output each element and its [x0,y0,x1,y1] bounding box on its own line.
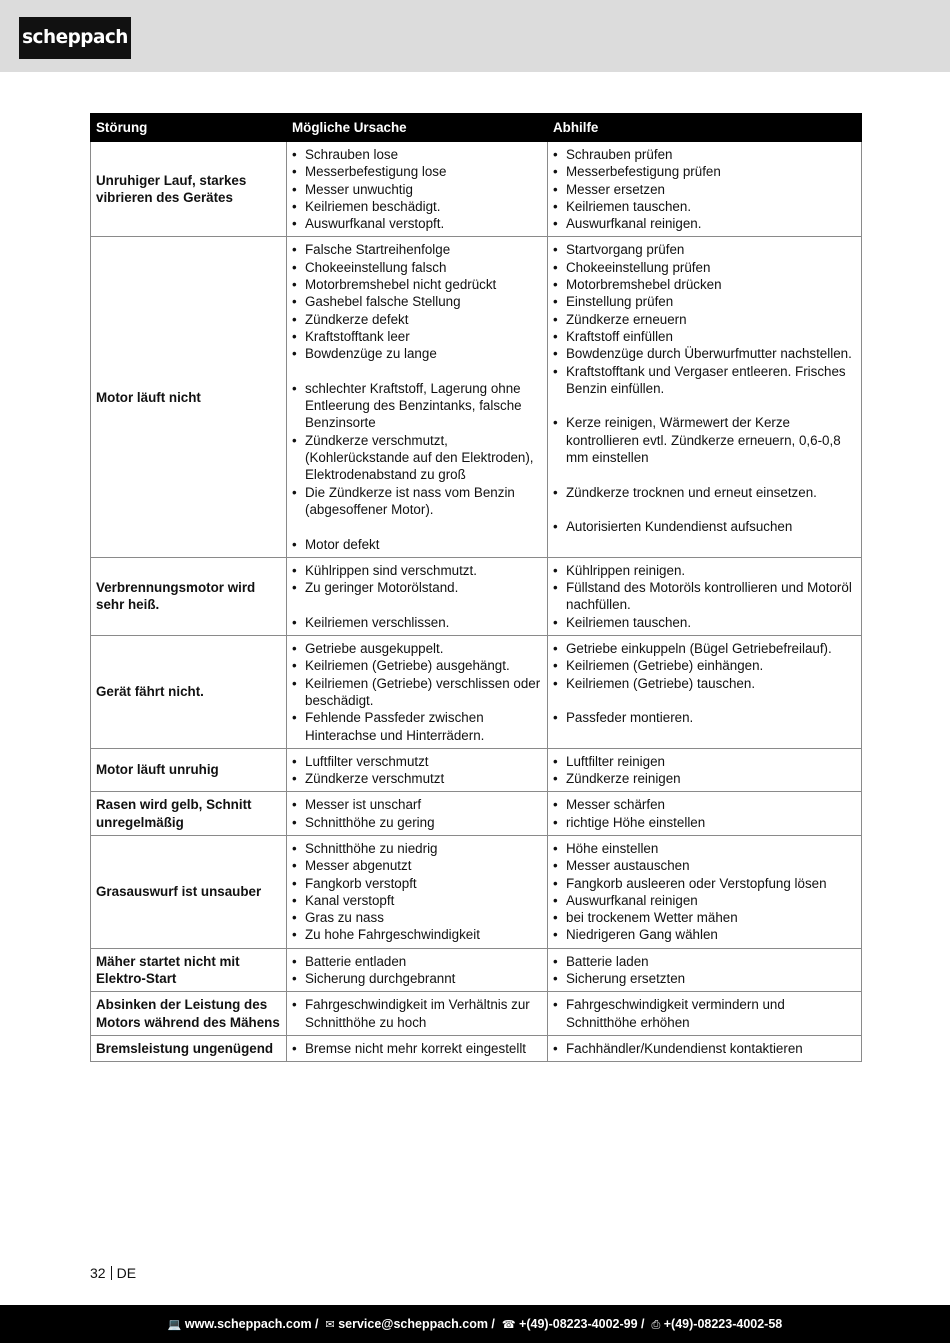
cause-item: • Motorbremshebel nicht gedrückt [292,276,542,293]
remedy-item: • Luftfilter reinigen [553,753,856,770]
cause-item: • Keilriemen (Getriebe) ausgehängt. [292,657,542,674]
cause-cell [287,835,548,948]
table-header-row [91,114,862,142]
remedy-item: • Fahrgeschwindigkeit vermindern und Schnitthöhe erhöhen [553,996,856,1031]
cause-item: • Schnitthöhe zu gering [292,814,542,831]
remedy-list [553,753,856,788]
issue-cell: Unruhiger Lauf, starkes vibrieren des Gerätes [91,142,287,237]
cause-item: • Keilriemen (Getriebe) verschlissen oder beschädigt. [292,675,542,710]
issue-cell: Bremsleistung ungenügend [91,1035,287,1061]
remedy-item: • Passfeder montieren. [553,709,856,726]
remedy-item: • Zündkerze reinigen [553,770,856,787]
table-row [91,636,862,749]
remedy-item: • Einstellung prüfen [553,293,856,310]
table-row [91,992,862,1036]
remedy-item: • Bowdenzüge durch Überwurfmutter nachstellen. [553,345,856,362]
remedy-item: • Messer austauschen [553,857,856,874]
issue-cell: Gerät fährt nicht. [91,636,287,749]
fax-icon: ⎙ [651,1318,661,1331]
cause-item: • schlechter Kraftstoff, Lagerung ohne Entleerung des Benzintanks, falsche Benzinsorte [292,380,542,432]
table-row [91,748,862,792]
cause-item: • Kraftstofftank leer [292,328,542,345]
cause-cell [287,237,548,557]
cause-item: • Messer abgenutzt [292,857,542,874]
issue-cell: Motor läuft unruhig [91,748,287,792]
remedy-item: • bei trockenem Wetter mähen [553,909,856,926]
column-header-cause: Mögliche Ursache [287,114,548,142]
cause-cell [287,636,548,749]
header-bar [0,0,950,72]
page-number [90,1265,136,1281]
footer-separator: / [311,1317,322,1331]
cause-list [292,796,542,831]
remedy-item: • Fachhändler/Kundendienst kontaktieren [553,1040,856,1057]
issue-cell: Mäher startet nicht mit Elektro-Start [91,948,287,992]
cause-item: • Schnitthöhe zu niedrig [292,840,542,857]
table-row [91,792,862,836]
issue-cell: Motor läuft nicht [91,237,287,557]
remedy-item: • Höhe einstellen [553,840,856,857]
remedy-item: • Kraftstoff einfüllen [553,328,856,345]
remedy-cell [548,636,862,749]
email-icon: ✉ [325,1318,335,1331]
remedy-cell [548,142,862,237]
footer-fax: +(49)-08223-4002-58 [663,1317,783,1331]
remedy-item: • Sicherung ersetzten [553,970,856,987]
footer-separator: / [487,1317,499,1331]
footer-bar [0,1305,950,1343]
remedy-list [553,562,856,631]
remedy-item: • Füllstand des Motoröls kontrollieren und Motoröl nachfüllen. [553,579,856,614]
table-body [91,142,862,1062]
remedy-list [553,146,856,232]
troubleshooting-table [90,113,862,1062]
remedy-cell [548,948,862,992]
remedy-list [553,953,856,988]
cause-item: • Kanal verstopft [292,892,542,909]
phone-icon: ☎ [501,1318,516,1331]
cause-item: • Keilriemen verschlissen. [292,614,542,631]
remedy-item: • Keilriemen tauschen. [553,198,856,215]
footer-phone: +(49)-08223-4002-99 [519,1317,638,1331]
cause-item: • Motor defekt [292,536,542,553]
cause-cell [287,1035,548,1061]
page-language: DE [116,1265,137,1281]
cause-list [292,562,542,631]
cause-item: • Zündkerze verschmutzt, (Kohlerückstande auf den Elektroden), Elektrodenabstand zu groß [292,432,542,484]
remedy-item: • Keilriemen tauschen. [553,614,856,631]
cause-item: • Falsche Startreihenfolge [292,241,542,258]
remedy-item: • Batterie laden [553,953,856,970]
column-header-remedy: Abhilfe [548,114,862,142]
footer-web[interactable]: www.scheppach.com [184,1317,312,1331]
remedy-item: • Schrauben prüfen [553,146,856,163]
remedy-item: • Messerbefestigung prüfen [553,163,856,180]
page-number-value: 32 [90,1265,106,1281]
remedy-item: • Motorbremshebel drücken [553,276,856,293]
footer-separator: / [637,1317,648,1331]
remedy-item: • Kühlrippen reinigen. [553,562,856,579]
table-row [91,835,862,948]
cause-item: • Batterie entladen [292,953,542,970]
remedy-item: • Kraftstofftank und Vergaser entleeren. Frisches Benzin einfüllen. [553,363,856,398]
cause-item: • Gashebel falsche Stellung [292,293,542,310]
remedy-item: • Auswurfkanal reinigen. [553,215,856,232]
cause-cell [287,142,548,237]
footer-email[interactable]: service@scheppach.com [338,1317,488,1331]
remedy-item: • Autorisierten Kundendienst aufsuchen [553,518,856,535]
cause-item: • Zündkerze defekt [292,311,542,328]
scheppach-logo: scheppach [19,17,131,59]
remedy-cell [548,992,862,1036]
computer-icon: 💻 [167,1318,182,1331]
cause-item: • Messer unwuchtig [292,181,542,198]
issue-cell: Absinken der Leistung des Motors während des Mähens [91,992,287,1036]
cause-item: • Kühlrippen sind verschmutzt. [292,562,542,579]
cause-item: • Die Zündkerze ist nass vom Benzin (abgesoffener Motor). [292,484,542,519]
remedy-cell [548,748,862,792]
cause-item: • Fehlende Passfeder zwischen Hinterachse und Hinterrädern. [292,709,542,744]
cause-item: • Messer ist unscharf [292,796,542,813]
remedy-item: • Kerze reinigen, Wärmewert der Kerze kontrollieren evtl. Zündkerze erneuern, 0,6-0,8 mm einstellen [553,414,856,466]
table-row [91,557,862,635]
issue-cell: Rasen wird gelb, Schnitt unregelmäßig [91,792,287,836]
cause-item: • Chokeeinstellung falsch [292,259,542,276]
remedy-item: • Auswurfkanal reinigen [553,892,856,909]
remedy-list [553,640,856,726]
remedy-list [553,241,856,535]
cause-list [292,996,542,1031]
cause-list [292,953,542,988]
table-row [91,948,862,992]
remedy-item: • Zündkerze erneuern [553,311,856,328]
cause-item: • Messerbefestigung lose [292,163,542,180]
remedy-list [553,1040,856,1057]
remedy-item: • richtige Höhe einstellen [553,814,856,831]
cause-item: • Sicherung durchgebrannt [292,970,542,987]
cause-cell [287,792,548,836]
cause-cell [287,748,548,792]
cause-item: • Zu geringer Motorölstand. [292,579,542,596]
remedy-list [553,996,856,1031]
remedy-item: • Keilriemen (Getriebe) einhängen. [553,657,856,674]
cause-item: • Zündkerze verschmutzt [292,770,542,787]
cause-item: • Schrauben lose [292,146,542,163]
cause-item: • Getriebe ausgekuppelt. [292,640,542,657]
remedy-item: • Messer schärfen [553,796,856,813]
remedy-cell [548,1035,862,1061]
cause-list [292,1040,542,1057]
cause-list [292,640,542,744]
cause-item: • Fahrgeschwindigkeit im Verhältnis zur Schnitthöhe zu hoch [292,996,542,1031]
cause-list [292,753,542,788]
cause-item: • Luftfilter verschmutzt [292,753,542,770]
remedy-item: • Fangkorb ausleeren oder Verstopfung lösen [553,875,856,892]
table-row [91,142,862,237]
cause-item: • Auswurfkanal verstopft. [292,215,542,232]
cause-item: • Bremse nicht mehr korrekt eingestellt [292,1040,542,1057]
table-row [91,237,862,557]
cause-list [292,840,542,944]
remedy-item: • Keilriemen (Getriebe) tauschen. [553,675,856,692]
remedy-item: • Chokeeinstellung prüfen [553,259,856,276]
issue-cell: Verbrennungsmotor wird sehr heiß. [91,557,287,635]
cause-list [292,241,542,552]
remedy-list [553,796,856,831]
cause-cell [287,948,548,992]
remedy-item: • Messer ersetzen [553,181,856,198]
remedy-cell [548,792,862,836]
remedy-cell [548,557,862,635]
column-header-issue: Störung [91,114,287,142]
cause-cell [287,557,548,635]
remedy-item: • Startvorgang prüfen [553,241,856,258]
table-row [91,1035,862,1061]
remedy-item: • Niedrigeren Gang wählen [553,926,856,943]
remedy-item: • Zündkerze trocknen und erneut einsetzen. [553,484,856,501]
remedy-list [553,840,856,944]
remedy-cell [548,835,862,948]
cause-item: • Zu hohe Fahrgeschwindigkeit [292,926,542,943]
cause-item: • Bowdenzüge zu lange [292,345,542,362]
cause-cell [287,992,548,1036]
cause-item: • Gras zu nass [292,909,542,926]
issue-cell: Grasauswurf ist unsauber [91,835,287,948]
page-number-divider [111,1266,112,1280]
remedy-item: • Getriebe einkuppeln (Bügel Getriebefreilauf). [553,640,856,657]
remedy-cell [548,237,862,557]
cause-item: • Fangkorb verstopft [292,875,542,892]
cause-item: • Keilriemen beschädigt. [292,198,542,215]
cause-list [292,146,542,232]
